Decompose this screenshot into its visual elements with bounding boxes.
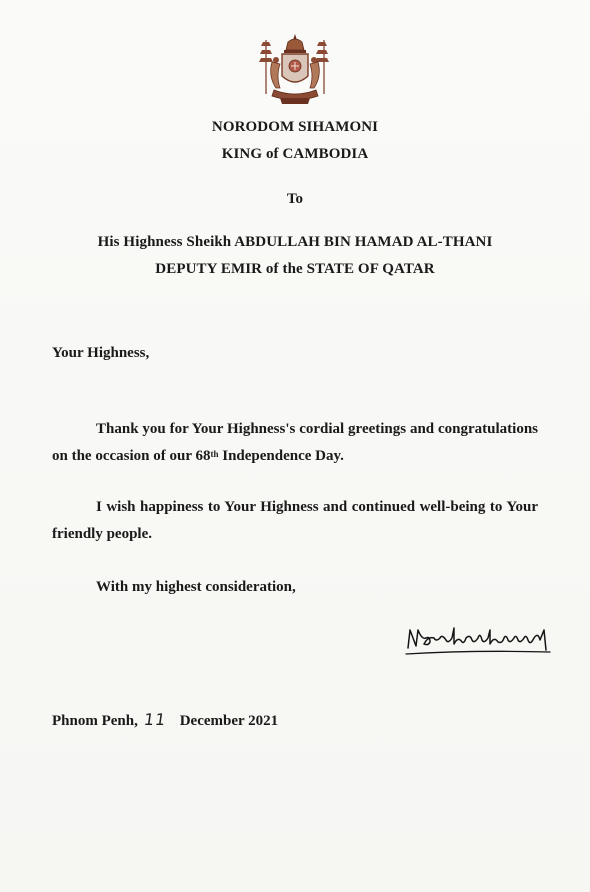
body-paragraph-1-end: Independence Day. xyxy=(218,448,344,464)
body-paragraph-1 xyxy=(52,416,538,470)
sender-name: NORODOM SIHAMONI xyxy=(211,119,379,135)
ordinal-suffix: th xyxy=(210,449,219,459)
body-paragraph-1-text: Thank you for Your Highness's cordial greetings and congratulations on the occasion of our 68 xyxy=(52,421,538,464)
recipient-name: His Highness Sheikh ABDULLAH BIN HAMAD AL-THANI xyxy=(97,234,493,250)
recipient-title: DEPUTY EMIR of the STATE OF QATAR xyxy=(155,261,435,277)
closing-day-handwritten: 11 xyxy=(142,710,168,729)
body-paragraph-3: With my highest consideration, xyxy=(96,579,296,595)
body-paragraph-2: I wish happiness to Your Highness and continued well-being to Your friendly people. xyxy=(52,499,538,542)
royal-crest-icon xyxy=(258,32,332,108)
handwritten-signature xyxy=(404,616,556,666)
closing-line xyxy=(52,710,278,730)
closing-place: Phnom Penh, xyxy=(52,713,138,729)
to-label: To xyxy=(286,191,304,207)
closing-month-year: December 2021 xyxy=(179,713,279,729)
salutation: Your Highness, xyxy=(52,345,150,361)
sender-title: KING of CAMBODIA xyxy=(221,146,369,162)
